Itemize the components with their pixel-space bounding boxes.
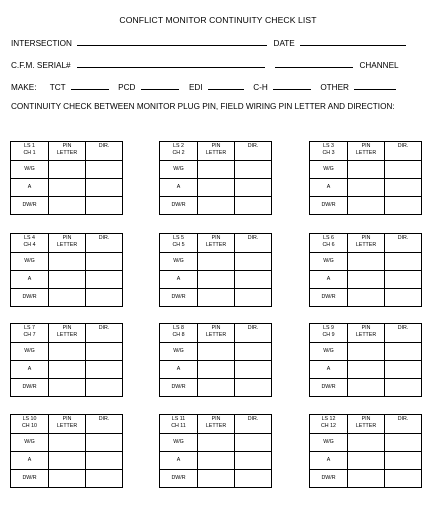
dir-header: [86, 142, 123, 161]
pin-letter-cell[interactable]: [198, 343, 235, 361]
signal-label: A: [160, 179, 198, 197]
pin-letter-header: [49, 234, 86, 253]
table-row: [11, 253, 123, 271]
direction-cell[interactable]: [385, 470, 422, 488]
table-row: [160, 179, 272, 197]
pin-letter-cell[interactable]: [348, 470, 385, 488]
pin-letter-header: [348, 324, 385, 343]
signal-label: W/G: [310, 161, 348, 179]
table-row: [160, 452, 272, 470]
signal-label: DW/R: [310, 379, 348, 397]
serial-label: C.F.M. SERIAL#: [11, 61, 71, 70]
table-row: [160, 361, 272, 379]
pin-letter-header: [198, 415, 235, 434]
direction-cell[interactable]: [86, 197, 123, 215]
pin-letter-cell[interactable]: [49, 379, 86, 397]
table-row: [160, 161, 272, 179]
signal-label: DW/R: [11, 197, 49, 215]
table-row: [310, 361, 422, 379]
serial-row: [11, 59, 399, 70]
ch-label: CH 4: [23, 241, 36, 248]
pin-letter-header: [198, 142, 235, 161]
pin-label: PIN: [211, 416, 221, 422]
table-row: [160, 343, 272, 361]
pin-letter-cell[interactable]: [198, 253, 235, 271]
dir-header: [385, 415, 422, 434]
pin-letter-cell[interactable]: [348, 343, 385, 361]
direction-cell[interactable]: [86, 161, 123, 179]
pin-letter-cell[interactable]: [198, 179, 235, 197]
ls-channel-header: [11, 142, 49, 161]
dir-header: [235, 142, 272, 161]
intersection-row: [11, 37, 406, 48]
ls-channel-header: [310, 415, 348, 434]
direction-cell[interactable]: [86, 361, 123, 379]
table-row: [310, 197, 422, 215]
signal-label: DW/R: [310, 197, 348, 215]
load-switch-table: [309, 414, 422, 488]
dir-label: DIR.: [98, 235, 110, 241]
letter-label: LETTER: [205, 241, 227, 248]
signal-label: DW/R: [160, 470, 198, 488]
signal-label: W/G: [160, 343, 198, 361]
direction-cell[interactable]: [235, 253, 272, 271]
table-row: [11, 452, 123, 470]
pin-letter-cell[interactable]: [198, 197, 235, 215]
signal-label: W/G: [310, 343, 348, 361]
letter-label: LETTER: [56, 241, 78, 248]
load-switch-table: [309, 233, 422, 307]
ls-channel-header: [310, 324, 348, 343]
pin-letter-header: [348, 234, 385, 253]
make-option-pcd: PCD: [118, 83, 136, 92]
pin-label: PIN: [62, 235, 72, 241]
dir-header: [235, 415, 272, 434]
dir-label: DIR.: [98, 416, 110, 422]
signal-label: W/G: [160, 434, 198, 452]
dir-header: [86, 324, 123, 343]
pin-letter-header: [49, 142, 86, 161]
ch-label: CH 3: [322, 149, 335, 156]
load-switch-table: [159, 414, 272, 488]
intersection-label: INTERSECTION: [11, 39, 72, 48]
table-row: [11, 271, 123, 289]
letter-label: LETTER: [56, 149, 78, 156]
ls-label: LS 8: [173, 325, 184, 331]
ch-label: CH 1: [23, 149, 36, 156]
direction-instructions: CONTINUITY CHECK BETWEEN MONITOR PLUG PIN, FIELD WIRING PIN LETTER AND DIRECTION:: [11, 102, 395, 111]
pin-label: PIN: [361, 143, 371, 149]
pin-letter-cell[interactable]: [198, 452, 235, 470]
direction-cell[interactable]: [86, 434, 123, 452]
load-switch-table: [309, 141, 422, 215]
ch-label: CH 8: [172, 331, 185, 338]
table-row: [160, 379, 272, 397]
signal-label: DW/R: [310, 470, 348, 488]
channel-field[interactable]: [275, 59, 353, 68]
table-row: [160, 470, 272, 488]
table-row: [11, 289, 123, 307]
signal-label: A: [11, 452, 49, 470]
signal-label: DW/R: [11, 379, 49, 397]
make-row: [11, 81, 396, 92]
load-switch-table: [10, 323, 123, 397]
ch-label: CH 5: [172, 241, 185, 248]
make-field-tct[interactable]: [71, 81, 109, 90]
letter-label: LETTER: [355, 241, 377, 248]
pin-label: PIN: [211, 325, 221, 331]
signal-label: W/G: [310, 253, 348, 271]
dir-label: DIR.: [247, 143, 259, 149]
signal-label: A: [310, 361, 348, 379]
table-row: [310, 470, 422, 488]
signal-label: W/G: [11, 343, 49, 361]
signal-label: A: [160, 452, 198, 470]
ls-label: LS 4: [24, 235, 35, 241]
dir-label: DIR.: [247, 235, 259, 241]
dir-header: [86, 234, 123, 253]
pin-letter-cell[interactable]: [348, 271, 385, 289]
letter-label: LETTER: [205, 422, 227, 429]
dir-header: [235, 324, 272, 343]
direction-cell[interactable]: [86, 253, 123, 271]
ls-channel-header: [160, 415, 198, 434]
ls-channel-header: [160, 234, 198, 253]
signal-label: A: [160, 271, 198, 289]
direction-cell[interactable]: [235, 361, 272, 379]
dir-header: [385, 234, 422, 253]
direction-cell[interactable]: [385, 161, 422, 179]
signal-label: W/G: [11, 161, 49, 179]
direction-cell[interactable]: [385, 452, 422, 470]
dir-label: DIR.: [397, 325, 409, 331]
pin-label: PIN: [62, 325, 72, 331]
pin-letter-cell[interactable]: [198, 289, 235, 307]
direction-cell[interactable]: [235, 289, 272, 307]
direction-cell[interactable]: [385, 289, 422, 307]
signal-label: DW/R: [11, 470, 49, 488]
ls-channel-header: [310, 142, 348, 161]
direction-cell[interactable]: [385, 343, 422, 361]
direction-cell[interactable]: [86, 343, 123, 361]
dir-label: DIR.: [247, 416, 259, 422]
pin-letter-cell[interactable]: [49, 343, 86, 361]
ls-label: LS 10: [22, 416, 37, 422]
direction-cell[interactable]: [86, 452, 123, 470]
signal-label: DW/R: [160, 197, 198, 215]
table-row: [310, 253, 422, 271]
make-option-ch: C-H: [253, 83, 268, 92]
table-row: [11, 379, 123, 397]
signal-label: W/G: [310, 434, 348, 452]
ch-label: CH 7: [23, 331, 36, 338]
ls-channel-header: [11, 324, 49, 343]
table-row: [310, 452, 422, 470]
direction-cell[interactable]: [86, 289, 123, 307]
pin-letter-cell[interactable]: [49, 161, 86, 179]
make-field-edi[interactable]: [208, 81, 244, 90]
pin-label: PIN: [211, 235, 221, 241]
direction-cell[interactable]: [235, 434, 272, 452]
ch-label: CH 12: [320, 422, 336, 429]
direction-cell[interactable]: [86, 271, 123, 289]
form-title: CONFLICT MONITOR CONTINUITY CHECK LIST: [119, 15, 317, 25]
pin-letter-cell[interactable]: [198, 271, 235, 289]
ls-channel-header: [11, 234, 49, 253]
pin-label: PIN: [361, 325, 371, 331]
letter-label: LETTER: [355, 149, 377, 156]
dir-header: [385, 324, 422, 343]
load-switch-table: [159, 141, 272, 215]
pin-label: PIN: [361, 235, 371, 241]
direction-cell[interactable]: [385, 271, 422, 289]
pin-letter-cell[interactable]: [49, 289, 86, 307]
ls-label: LS 2: [173, 143, 184, 149]
dir-label: DIR.: [397, 143, 409, 149]
pin-letter-cell[interactable]: [348, 434, 385, 452]
signal-label: A: [11, 179, 49, 197]
dir-label: DIR.: [397, 416, 409, 422]
make-field-other[interactable]: [354, 81, 396, 90]
ch-label: CH 6: [322, 241, 335, 248]
dir-label: DIR.: [98, 143, 110, 149]
make-option-other: OTHER: [320, 83, 349, 92]
ch-label: CH 11: [171, 422, 186, 429]
load-switch-table: [159, 233, 272, 307]
direction-cell[interactable]: [86, 470, 123, 488]
pin-letter-cell[interactable]: [348, 179, 385, 197]
dir-label: DIR.: [98, 325, 110, 331]
letter-label: LETTER: [56, 331, 78, 338]
ls-label: LS 3: [323, 143, 334, 149]
table-row: [310, 379, 422, 397]
table-row: [310, 161, 422, 179]
pin-letter-cell[interactable]: [348, 361, 385, 379]
signal-label: DW/R: [160, 289, 198, 307]
direction-cell[interactable]: [235, 452, 272, 470]
ch-label: CH 10: [21, 422, 37, 429]
table-row: [11, 161, 123, 179]
table-row: [310, 179, 422, 197]
direction-cell[interactable]: [385, 179, 422, 197]
load-switch-table: [10, 233, 123, 307]
table-row: [160, 271, 272, 289]
signal-label: A: [11, 361, 49, 379]
direction-cell[interactable]: [385, 197, 422, 215]
pin-letter-cell[interactable]: [348, 197, 385, 215]
date-label: DATE: [273, 39, 295, 48]
signal-label: A: [310, 271, 348, 289]
signal-label: W/G: [11, 253, 49, 271]
ch-label: CH 2: [172, 149, 185, 156]
make-option-edi: EDI: [188, 83, 203, 92]
pin-letter-cell[interactable]: [348, 452, 385, 470]
signal-label: A: [310, 452, 348, 470]
channel-label: CHANNEL: [359, 61, 399, 70]
direction-cell[interactable]: [235, 197, 272, 215]
pin-label: PIN: [62, 143, 72, 149]
table-row: [11, 179, 123, 197]
make-field-pcd[interactable]: [141, 81, 179, 90]
load-switch-table: [10, 414, 123, 488]
signal-label: DW/R: [11, 289, 49, 307]
table-row: [160, 434, 272, 452]
signal-label: A: [11, 271, 49, 289]
table-row: [160, 253, 272, 271]
make-option-tct: TCT: [49, 83, 66, 92]
ls-channel-header: [11, 415, 49, 434]
pin-letter-header: [49, 415, 86, 434]
ls-channel-header: [160, 142, 198, 161]
signal-label: A: [310, 179, 348, 197]
table-row: [11, 470, 123, 488]
table-row: [310, 343, 422, 361]
pin-letter-cell[interactable]: [348, 161, 385, 179]
ls-label: LS 5: [173, 235, 184, 241]
pin-letter-header: [348, 415, 385, 434]
pin-letter-header: [198, 324, 235, 343]
pin-letter-cell[interactable]: [348, 289, 385, 307]
signal-label: A: [160, 361, 198, 379]
pin-letter-cell[interactable]: [49, 271, 86, 289]
table-row: [310, 434, 422, 452]
ls-label: LS 1: [24, 143, 35, 149]
load-switch-table: [309, 323, 422, 397]
dir-header: [235, 234, 272, 253]
table-row: [11, 197, 123, 215]
pin-letter-cell[interactable]: [49, 179, 86, 197]
signal-label: W/G: [160, 161, 198, 179]
pin-label: PIN: [62, 416, 72, 422]
serial-field[interactable]: [77, 59, 265, 68]
direction-cell[interactable]: [235, 179, 272, 197]
signal-label: W/G: [160, 253, 198, 271]
table-row: [160, 289, 272, 307]
pin-letter-cell[interactable]: [198, 161, 235, 179]
pin-letter-header: [198, 234, 235, 253]
make-field-ch[interactable]: [273, 81, 311, 90]
letter-label: LETTER: [205, 331, 227, 338]
table-row: [310, 271, 422, 289]
letter-label: LETTER: [205, 149, 227, 156]
direction-cell[interactable]: [235, 343, 272, 361]
pin-letter-cell[interactable]: [49, 197, 86, 215]
table-row: [310, 289, 422, 307]
signal-label: W/G: [11, 434, 49, 452]
pin-letter-cell[interactable]: [198, 470, 235, 488]
make-label: MAKE:: [11, 83, 37, 92]
pin-letter-header: [49, 324, 86, 343]
direction-cell[interactable]: [235, 271, 272, 289]
ls-label: LS 9: [323, 325, 334, 331]
direction-cell[interactable]: [385, 434, 422, 452]
pin-letter-cell[interactable]: [49, 434, 86, 452]
dir-label: DIR.: [397, 235, 409, 241]
direction-cell[interactable]: [235, 470, 272, 488]
pin-letter-cell[interactable]: [49, 452, 86, 470]
ch-label: CH 9: [322, 331, 335, 338]
ls-channel-header: [160, 324, 198, 343]
pin-letter-header: [348, 142, 385, 161]
direction-cell[interactable]: [385, 253, 422, 271]
letter-label: LETTER: [56, 422, 78, 429]
letter-label: LETTER: [355, 331, 377, 338]
ls-label: LS 11: [171, 416, 186, 422]
pin-letter-cell[interactable]: [348, 253, 385, 271]
ls-channel-header: [310, 234, 348, 253]
ls-label: LS 6: [323, 235, 334, 241]
direction-cell[interactable]: [385, 361, 422, 379]
table-row: [11, 343, 123, 361]
signal-label: DW/R: [310, 289, 348, 307]
ls-label: LS 12: [321, 416, 336, 422]
date-field[interactable]: [300, 37, 406, 46]
dir-label: DIR.: [247, 325, 259, 331]
pin-letter-cell[interactable]: [49, 253, 86, 271]
pin-label: PIN: [211, 143, 221, 149]
table-row: [160, 197, 272, 215]
pin-label: PIN: [361, 416, 371, 422]
signal-label: DW/R: [160, 379, 198, 397]
letter-label: LETTER: [355, 422, 377, 429]
pin-letter-cell[interactable]: [49, 361, 86, 379]
direction-cell[interactable]: [385, 379, 422, 397]
dir-header: [385, 142, 422, 161]
table-row: [11, 434, 123, 452]
ls-label: LS 7: [24, 325, 35, 331]
pin-letter-cell[interactable]: [348, 379, 385, 397]
load-switch-table: [10, 141, 123, 215]
direction-cell[interactable]: [235, 161, 272, 179]
intersection-field[interactable]: [77, 37, 267, 46]
pin-letter-cell[interactable]: [198, 434, 235, 452]
direction-cell[interactable]: [86, 379, 123, 397]
table-row: [11, 361, 123, 379]
pin-letter-cell[interactable]: [49, 470, 86, 488]
pin-letter-cell[interactable]: [198, 361, 235, 379]
direction-cell[interactable]: [235, 379, 272, 397]
load-switch-table: [159, 323, 272, 397]
pin-letter-cell[interactable]: [198, 379, 235, 397]
dir-header: [86, 415, 123, 434]
direction-cell[interactable]: [86, 179, 123, 197]
